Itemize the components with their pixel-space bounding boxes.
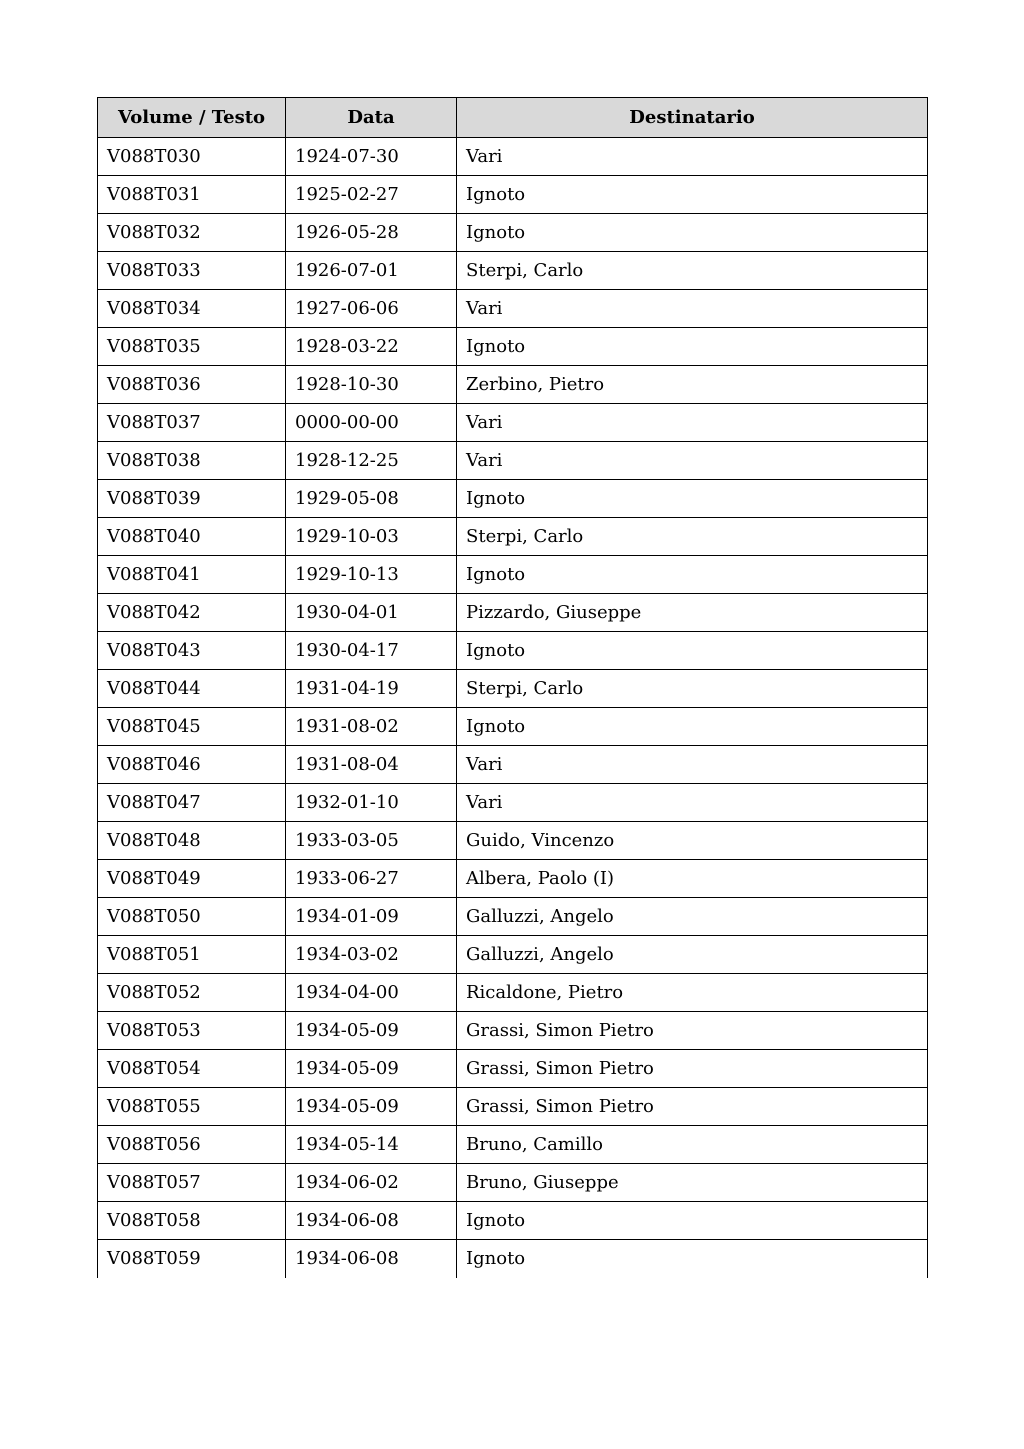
cell-data: 1931-08-04 (286, 746, 457, 784)
records-table (97, 97, 928, 1278)
table-row (98, 746, 928, 784)
table-row (98, 784, 928, 822)
table-row (98, 1202, 928, 1240)
cell-volume-testo: V088T046 (98, 746, 286, 784)
table-row (98, 518, 928, 556)
cell-data: 1930-04-17 (286, 632, 457, 670)
cell-destinatario: Vari (457, 784, 928, 822)
table-row (98, 480, 928, 518)
cell-data: 1933-06-27 (286, 860, 457, 898)
cell-data: 1927-06-06 (286, 290, 457, 328)
cell-volume-testo: V088T055 (98, 1088, 286, 1126)
table-row (98, 822, 928, 860)
cell-volume-testo: V088T040 (98, 518, 286, 556)
cell-data: 1926-05-28 (286, 214, 457, 252)
cell-destinatario: Galluzzi, Angelo (457, 898, 928, 936)
cell-volume-testo: V088T032 (98, 214, 286, 252)
cell-volume-testo: V088T042 (98, 594, 286, 632)
table-row (98, 214, 928, 252)
cell-destinatario: Guido, Vincenzo (457, 822, 928, 860)
table-row (98, 1240, 928, 1278)
cell-data: 1934-05-14 (286, 1126, 457, 1164)
table-row (98, 1164, 928, 1202)
cell-volume-testo: V088T033 (98, 252, 286, 290)
cell-volume-testo: V088T053 (98, 1012, 286, 1050)
cell-volume-testo: V088T047 (98, 784, 286, 822)
cell-volume-testo: V088T054 (98, 1050, 286, 1088)
cell-destinatario: Ignoto (457, 556, 928, 594)
table-row (98, 1050, 928, 1088)
cell-destinatario: Albera, Paolo (I) (457, 860, 928, 898)
cell-volume-testo: V088T048 (98, 822, 286, 860)
cell-destinatario: Sterpi, Carlo (457, 518, 928, 556)
table-row (98, 1126, 928, 1164)
table-row (98, 138, 928, 176)
cell-volume-testo: V088T045 (98, 708, 286, 746)
table-row (98, 860, 928, 898)
cell-destinatario: Grassi, Simon Pietro (457, 1088, 928, 1126)
cell-data: 1934-05-09 (286, 1012, 457, 1050)
cell-destinatario: Vari (457, 442, 928, 480)
table-row (98, 366, 928, 404)
cell-volume-testo: V088T051 (98, 936, 286, 974)
cell-data: 1934-05-09 (286, 1050, 457, 1088)
table-row (98, 404, 928, 442)
cell-destinatario: Ignoto (457, 480, 928, 518)
cell-data: 1929-10-03 (286, 518, 457, 556)
cell-data: 1928-12-25 (286, 442, 457, 480)
table-body (98, 138, 928, 1278)
cell-data: 1926-07-01 (286, 252, 457, 290)
cell-destinatario: Sterpi, Carlo (457, 252, 928, 290)
cell-data: 1934-06-08 (286, 1202, 457, 1240)
cell-destinatario: Vari (457, 290, 928, 328)
cell-volume-testo: V088T035 (98, 328, 286, 366)
cell-destinatario: Ignoto (457, 1202, 928, 1240)
header-destinatario: Destinatario (457, 98, 928, 138)
table-row (98, 1012, 928, 1050)
cell-volume-testo: V088T049 (98, 860, 286, 898)
cell-destinatario: Zerbino, Pietro (457, 366, 928, 404)
cell-destinatario: Galluzzi, Angelo (457, 936, 928, 974)
cell-data: 0000-00-00 (286, 404, 457, 442)
cell-volume-testo: V088T043 (98, 632, 286, 670)
cell-volume-testo: V088T050 (98, 898, 286, 936)
cell-volume-testo: V088T030 (98, 138, 286, 176)
cell-data: 1929-05-08 (286, 480, 457, 518)
cell-destinatario: Ignoto (457, 708, 928, 746)
table-row (98, 670, 928, 708)
cell-data: 1934-04-00 (286, 974, 457, 1012)
cell-data: 1934-06-02 (286, 1164, 457, 1202)
cell-data: 1930-04-01 (286, 594, 457, 632)
cell-destinatario: Pizzardo, Giuseppe (457, 594, 928, 632)
table-row (98, 708, 928, 746)
cell-data: 1928-10-30 (286, 366, 457, 404)
table-row (98, 176, 928, 214)
cell-destinatario: Vari (457, 404, 928, 442)
table-header-row (98, 98, 928, 138)
cell-destinatario: Bruno, Giuseppe (457, 1164, 928, 1202)
cell-destinatario: Ricaldone, Pietro (457, 974, 928, 1012)
table-row (98, 556, 928, 594)
cell-data: 1928-03-22 (286, 328, 457, 366)
cell-data: 1934-03-02 (286, 936, 457, 974)
cell-volume-testo: V088T059 (98, 1240, 286, 1278)
cell-volume-testo: V088T038 (98, 442, 286, 480)
cell-volume-testo: V088T044 (98, 670, 286, 708)
table-row (98, 290, 928, 328)
cell-volume-testo: V088T052 (98, 974, 286, 1012)
table-row (98, 936, 928, 974)
cell-destinatario: Grassi, Simon Pietro (457, 1012, 928, 1050)
table-row (98, 442, 928, 480)
header-volume-testo: Volume / Testo (98, 98, 286, 138)
cell-volume-testo: V088T057 (98, 1164, 286, 1202)
table-row (98, 632, 928, 670)
cell-data: 1925-02-27 (286, 176, 457, 214)
cell-destinatario: Sterpi, Carlo (457, 670, 928, 708)
table-row (98, 252, 928, 290)
cell-data: 1934-01-09 (286, 898, 457, 936)
cell-destinatario: Vari (457, 138, 928, 176)
cell-data: 1929-10-13 (286, 556, 457, 594)
cell-data: 1934-06-08 (286, 1240, 457, 1278)
cell-volume-testo: V088T034 (98, 290, 286, 328)
cell-volume-testo: V088T039 (98, 480, 286, 518)
cell-destinatario: Ignoto (457, 632, 928, 670)
cell-destinatario: Ignoto (457, 214, 928, 252)
cell-data: 1932-01-10 (286, 784, 457, 822)
cell-destinatario: Ignoto (457, 328, 928, 366)
cell-data: 1931-08-02 (286, 708, 457, 746)
cell-data: 1924-07-30 (286, 138, 457, 176)
cell-volume-testo: V088T058 (98, 1202, 286, 1240)
cell-volume-testo: V088T041 (98, 556, 286, 594)
cell-data: 1934-05-09 (286, 1088, 457, 1126)
table-row (98, 1088, 928, 1126)
cell-data: 1931-04-19 (286, 670, 457, 708)
cell-destinatario: Bruno, Camillo (457, 1126, 928, 1164)
cell-destinatario: Ignoto (457, 176, 928, 214)
cell-destinatario: Vari (457, 746, 928, 784)
header-data: Data (286, 98, 457, 138)
cell-volume-testo: V088T031 (98, 176, 286, 214)
table-row (98, 594, 928, 632)
table-row (98, 328, 928, 366)
table-row (98, 898, 928, 936)
cell-data: 1933-03-05 (286, 822, 457, 860)
cell-destinatario: Grassi, Simon Pietro (457, 1050, 928, 1088)
cell-volume-testo: V088T056 (98, 1126, 286, 1164)
cell-destinatario: Ignoto (457, 1240, 928, 1278)
cell-volume-testo: V088T036 (98, 366, 286, 404)
cell-volume-testo: V088T037 (98, 404, 286, 442)
table-row (98, 974, 928, 1012)
